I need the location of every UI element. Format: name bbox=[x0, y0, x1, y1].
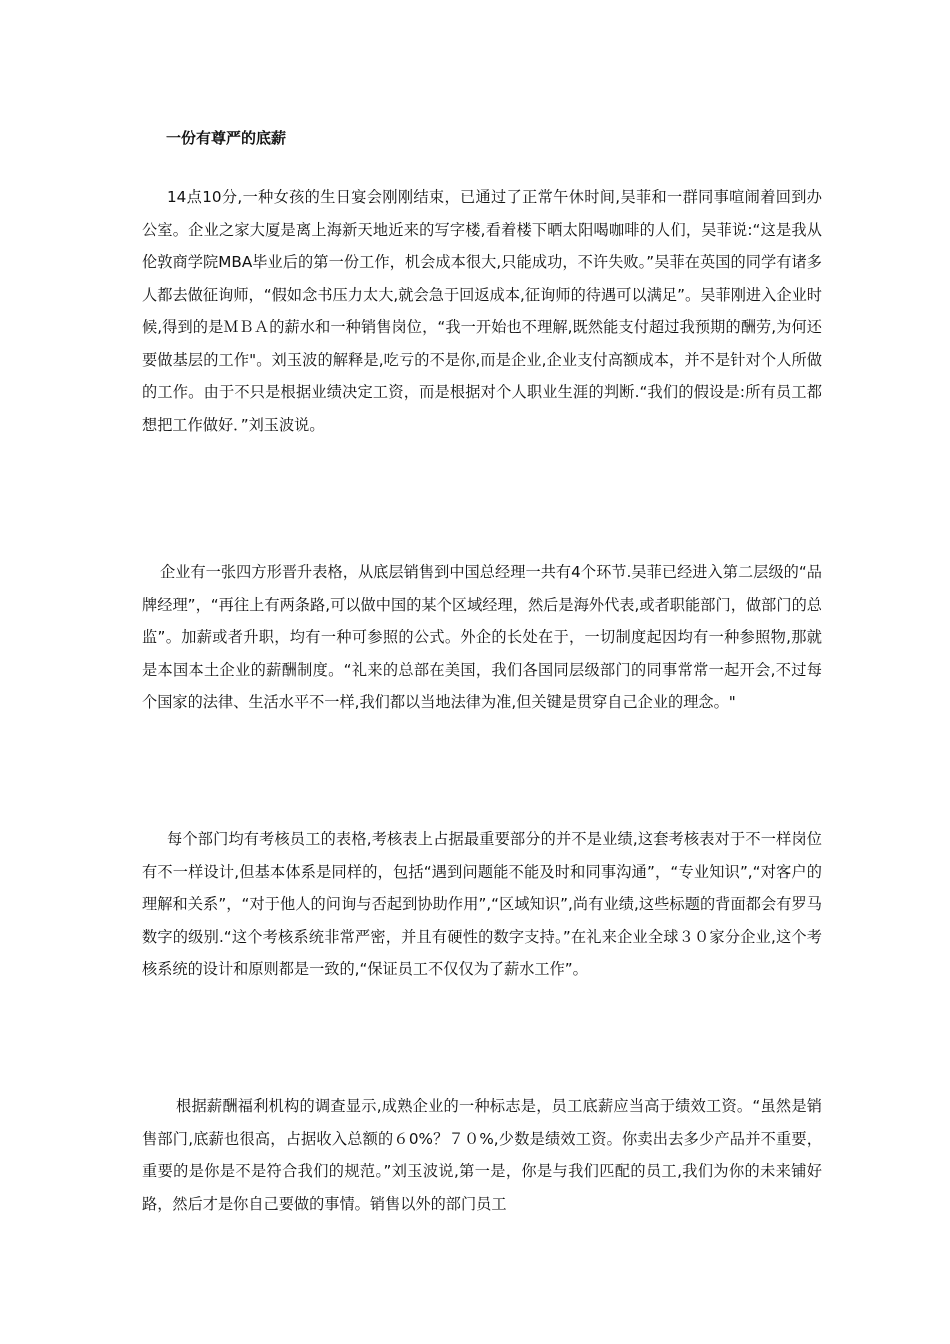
paragraph-4: 根据薪酬福利机构的调查显示,成熟企业的一种标志是，员工底薪应当高于绩效工资。“虽然是销售部门,底薪也很高，占据收入总额的６0%？７０%,少数是绩效工资。你卖出去多少产品并不重要，重要的是你是不是符合我们的规范。”刘玉波说,第一是，你是与我们匹配的员工,我们为你的未来铺好路，然后才是你自己要做的事情。销售以外的部门员工 bbox=[142, 1097, 822, 1213]
paragraph-3: 每个部门均有考核员工的表格,考核表上占据最重要部分的并不是业绩,这套考核表对于不一样岗位有不一样设计,但基本体系是同样的，包括“遇到问题能不能及时和同事沟通”，“专业知识”,“对客户的理解和关系”，“对于他人的问询与否起到协助作用”,“区域知识”,尚有业绩,这些标题的背面都会有罗马数字的级别.“这个考核系统非常严密，并且有硬性的数字支持。”在礼来企业全球３０家分企业,这个考核系统的设计和原则都是一致的,“保证员工不仅仅为了薪水工作”。 bbox=[142, 830, 822, 978]
paragraph-1: 14点10分,一种女孩的生日宴会刚刚结束，已通过了正常午休时间,吴菲和一群同事喧闹着回到办公室。企业之家大厦是离上海新天地近来的写字楼,看着楼下晒太阳喝咖啡的人们，吴菲说:“这是我从伦敦商学院MBA毕业后的第一份工作，机会成本很大,只能成功，不许失败。”吴菲在英国的同学有诸多人都去做征询师，“假如念书压力太大,就会急于回返成本,征询师的待遇可以满足”。吴菲刚进入企业时候,得到的是ＭＢＡ的薪水和一种销售岗位，“我一开始也不理解,既然能支付超过我预期的酬劳,为何还要做基层的工作"。刘玉波的解释是,吃亏的不是你,而是企业,企业支付高额成本，并不是针对个人所做的工作。由于不只是根据业绩决定工资，而是根据对个人职业生涯的判断.“我们的假设是:所有员工都想把工作做好．”刘玉波说。 bbox=[142, 188, 822, 434]
document-title: 一份有尊严的底薪 bbox=[166, 129, 287, 147]
paragraph-2: 企业有一张四方形晋升表格，从底层销售到中国总经理一共有4个环节.吴菲已经进入第二层级的“品牌经理”，“再往上有两条路,可以做中国的某个区域经理，然后是海外代表,或者职能部门，做部门的总监”。加薪或者升职，均有一种可参照的公式。外企的长处在于，一切制度起因均有一种参照物,那就是本国本土企业的薪酬制度。“礼来的总部在美国，我们各国同层级部门的同事常常一起开会,不过每个国家的法律、生活水平不一样,我们都以当地法律为准,但关键是贯穿自己企业的理念。" bbox=[142, 563, 822, 711]
